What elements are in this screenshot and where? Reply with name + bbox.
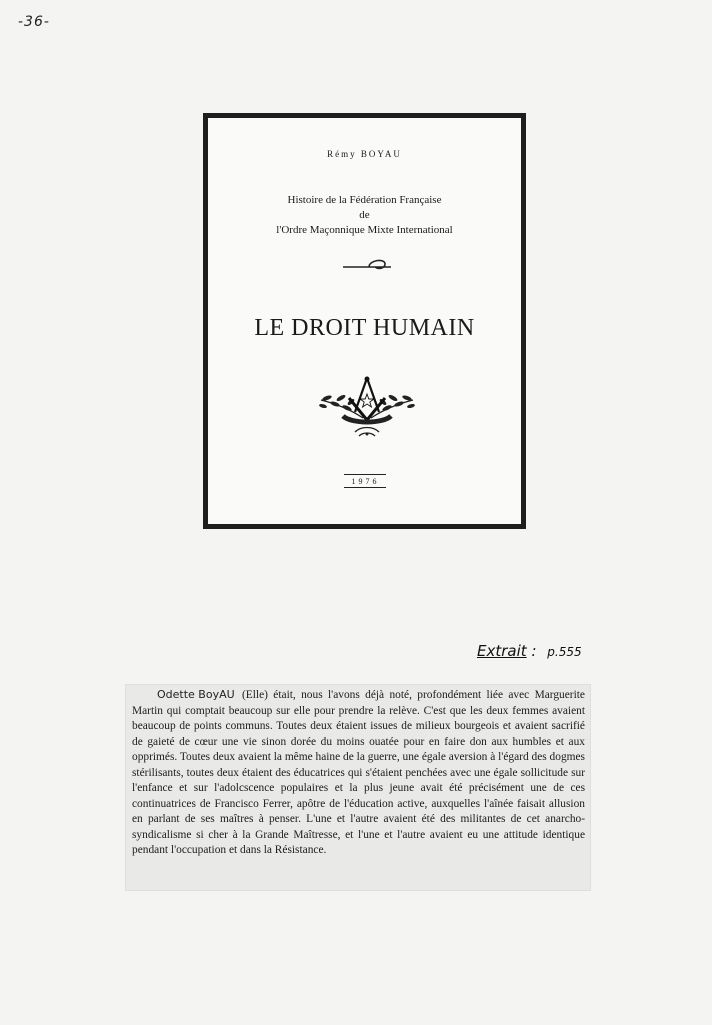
cover-subtitle-line: Histoire de la Fédération Française xyxy=(287,194,442,206)
page-number: -36- xyxy=(18,14,50,30)
flourish-ornament xyxy=(341,258,393,272)
text-clipping xyxy=(126,685,590,890)
cover-year-text: 1976 xyxy=(344,474,386,488)
cover-subtitle-line: de xyxy=(359,209,370,221)
square-and-compass-emblem xyxy=(315,374,419,440)
cover-author: Rémy BOYAU xyxy=(327,149,402,159)
cover-subtitle-line: l'Ordre Maçonnique Mixte International xyxy=(276,224,453,236)
extract-word: Extrait xyxy=(477,642,527,660)
cover-year xyxy=(208,474,521,488)
extract-page-ref: p.555 xyxy=(547,645,582,659)
cover-title: LE DROIT HUMAIN xyxy=(254,315,475,341)
clipping-body-text: (Elle) était, nous l'avons déjà noté, profondément liée avec Marguerite Martin qui comptait beaucoup sur elle pour prendre la relève. C'est que les deux femmes avaient beaucoup de points communs. Toutes deux étaient issues de milieux bourgeois et avaient sacrifié de gaieté de cœur une vie sinon dorée du moins ouatée pour en faire don aux humbles et aux opprimés. Toutes deux avaient la même haine de la guerre, une égale aversion à l'égard des dogmes stérilisants, toutes deux étaient des éducatrices qui s'étaient penchées avec une égale sollicitude sur l'enfance et sur l'adolcscence populaires et la plus jeune avait été précisément une de ces continuatrices de Francisco Ferrer, apôtre de l'éducation active, auxquelles l'aînée faisait allusion en parlant de ses maîtres à penser. L'une et l'autre avaient été des militantes de cet anarcho-syndicalisme si cher à la Grande Maîtresse, et l'une et l'autre avaient eu une attitude identique pendant l'occupation et dans la Résistance. xyxy=(132,689,585,856)
book-cover xyxy=(203,113,526,529)
extract-separator: : xyxy=(531,642,537,660)
handwritten-name: Odette BoyAU xyxy=(157,688,235,701)
extract-label xyxy=(477,642,582,660)
cover-subtitle xyxy=(208,193,521,238)
